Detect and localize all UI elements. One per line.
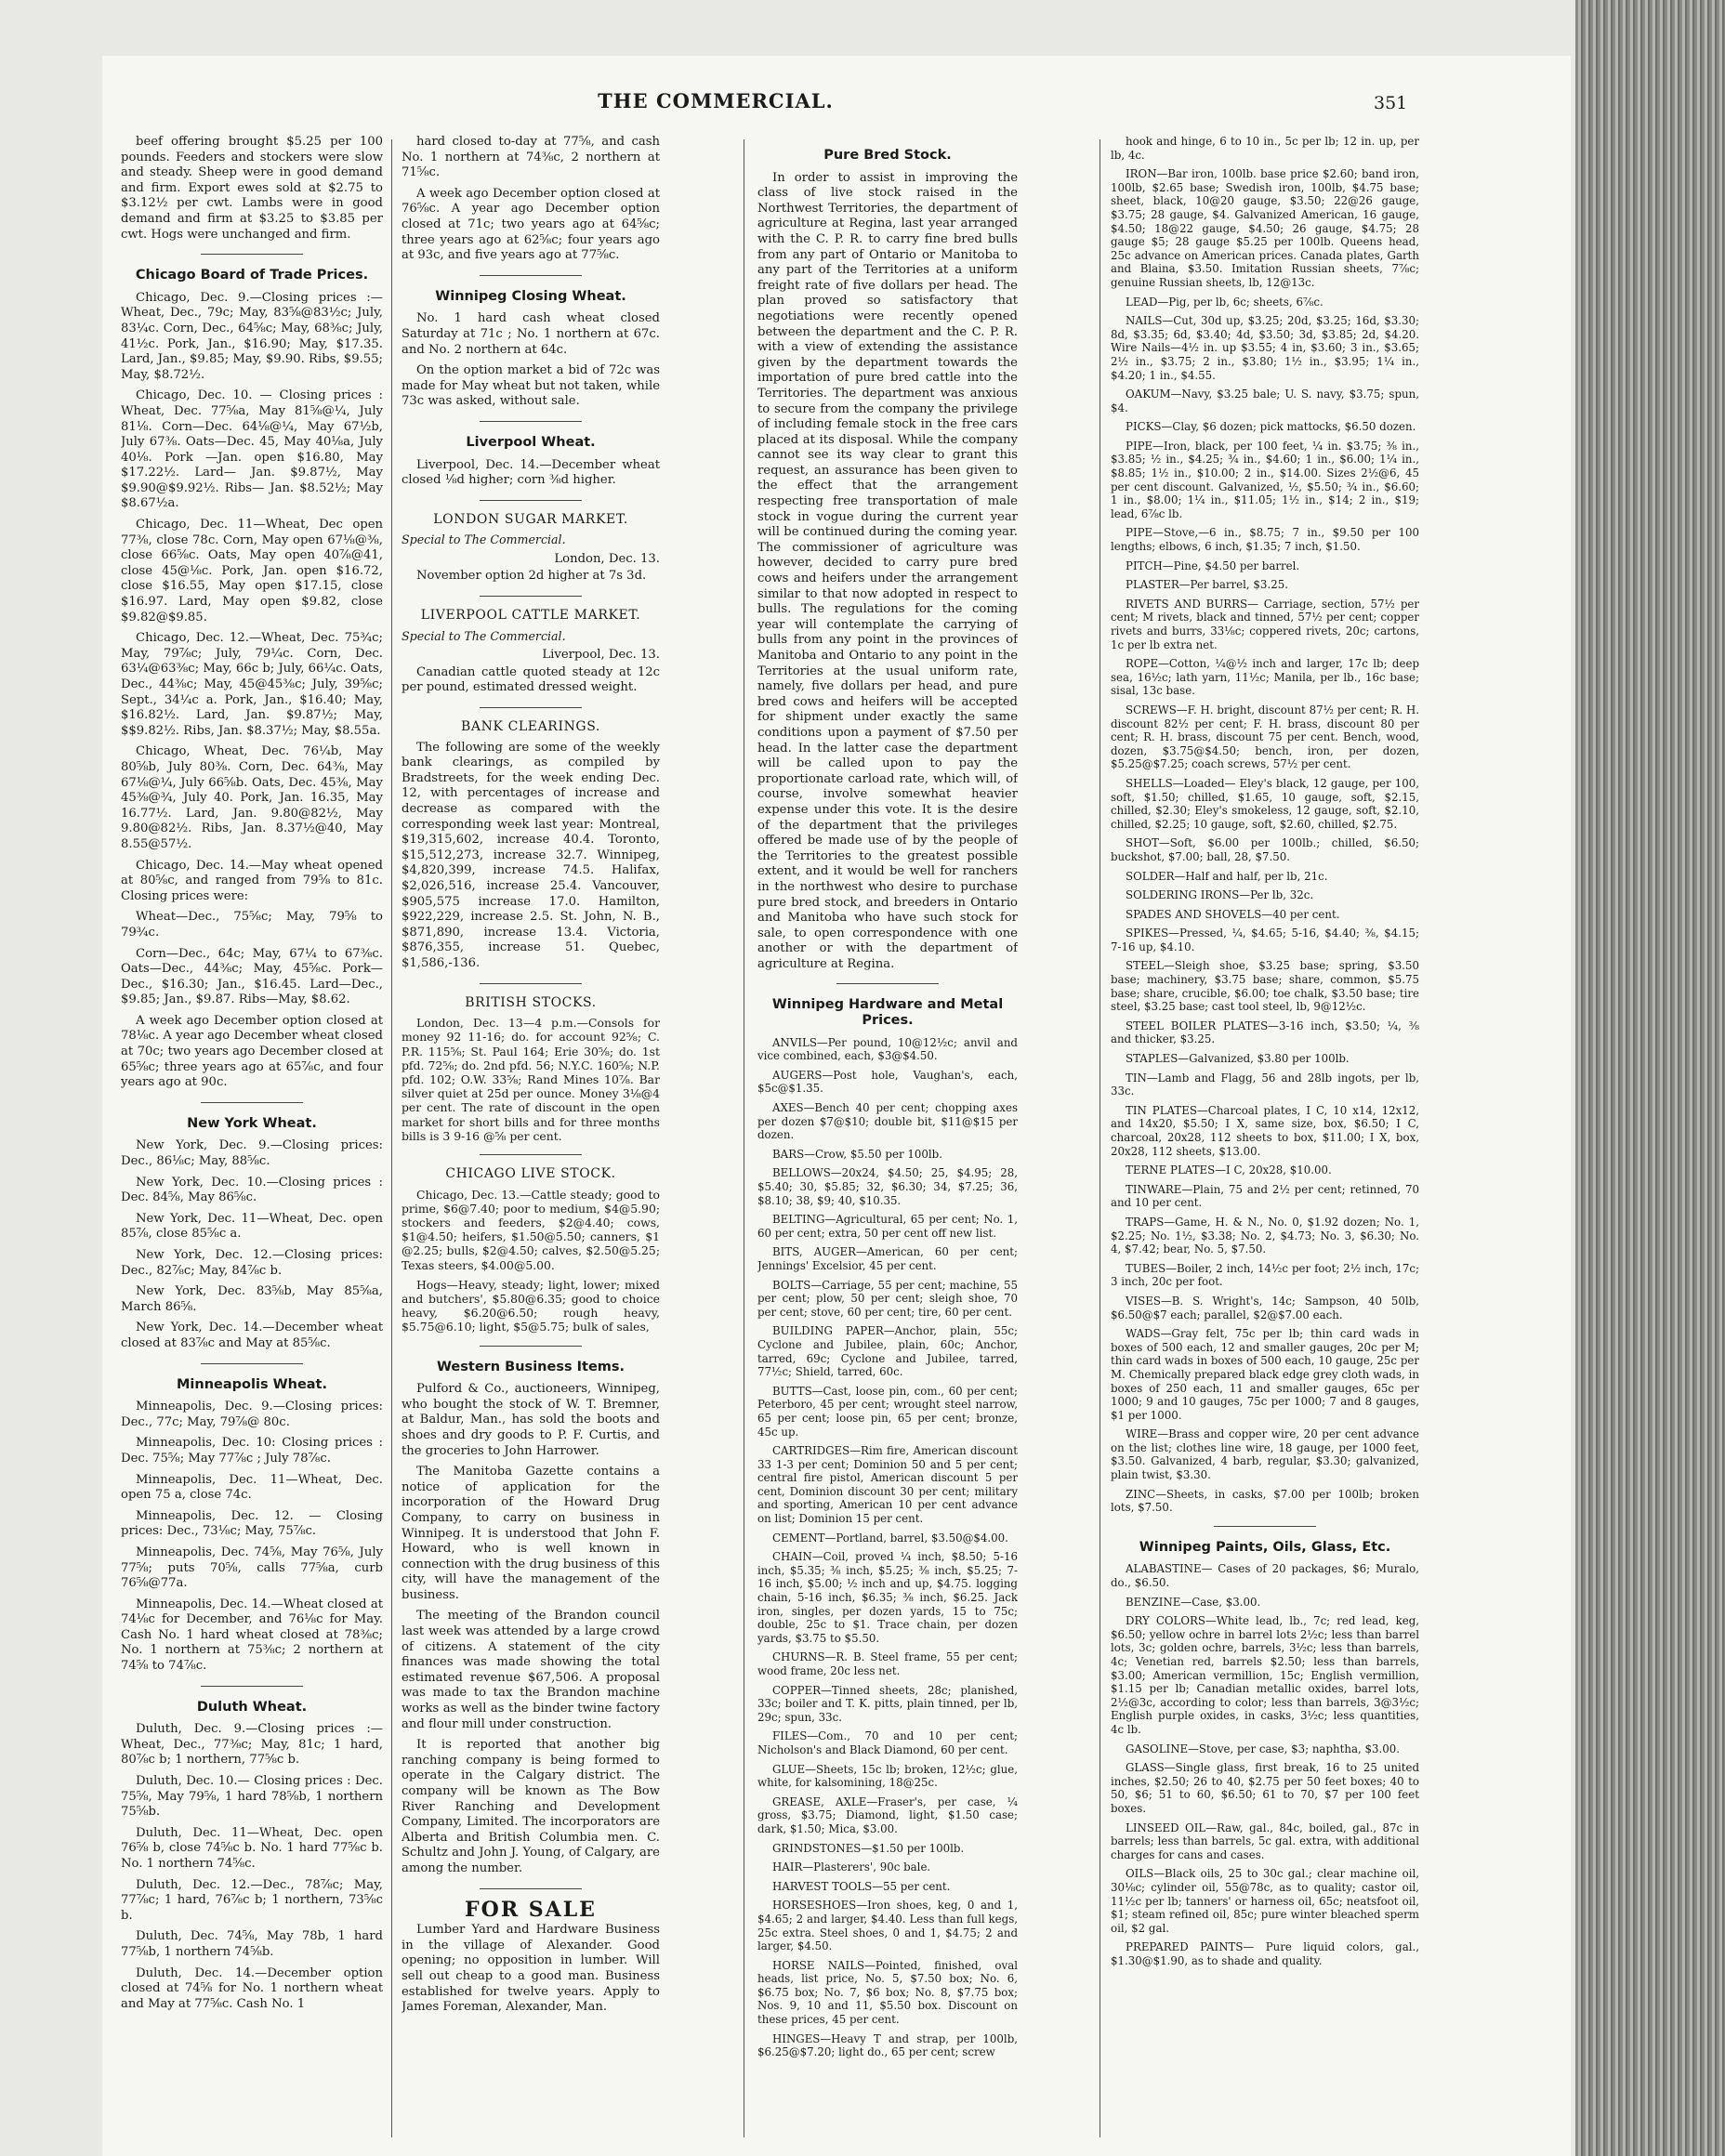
article-paragraph: November option 2d higher at 7s 3d. (416, 569, 647, 584)
article-paragraph: TRAPS—Game, H. & N., No. 0, $1.92 dozen; No. 1, $2.25; No. 1½, $3.38; No. 2, $4.73; No. 3, $6.30; No. 4, $7.42; bear, No. 5, $7.50. (1111, 1215, 1419, 1256)
article-paragraph: The meeting of the Brandon council last week was attended by a large crowd of citizens. A statement of the city finances was made showing the total estimated revenue $67,506. A proposal was made to tax the Brandon machine works as well as the binder twine factory and flour mill under construction. (402, 1609, 660, 1731)
article-paragraph: Chicago, Dec. 9.—Closing prices :— Wheat, Dec., 79c; May, 83⅝@83½c; July, 83¼c. Corn, Dec., 64⅝c; May, 68⅜c; July, 41½c. Pork, Jan., $16.90; May, $17.35. Lard, Jan., $9.85; May, $9.90. Ribs, $9.55; May, $8.72½. (121, 290, 383, 382)
article-paragraph: hook and hinge, 6 to 10 in., 5c per lb; 12 in. up, per lb, 4c. (1111, 135, 1419, 162)
article-paragraph: Canadian cattle quoted steady at 12c per pound, estimated dressed weight. (402, 664, 660, 695)
article-paragraph: New York, Dec. 10.—Closing prices : Dec. 84⅝, May 86⅝c. (121, 1175, 383, 1205)
article-paragraph: Chicago, Dec. 14.—May wheat opened at 80⅝c, and ranged from 79⅝ to 81c. Closing prices were: (121, 858, 383, 903)
book-page-edges (1575, 0, 1725, 2156)
section-divider (480, 421, 582, 422)
section-divider (201, 254, 303, 255)
article-paragraph: BITS, AUGER—American, 60 per cent; Jennings' Excelsior, 45 per cent. (757, 1245, 1018, 1272)
section-divider (480, 500, 582, 501)
article-paragraph: SOLDERING IRONS—Per lb, 32c. (1126, 888, 1314, 902)
dateline: Liverpool, Dec. 13. (542, 648, 660, 663)
article-paragraph: In order to assist in improving the class of live stock raised in the Northwest Territories, the department of agriculture at Regina, last year arranged with the C. P. R. to carry fine bred bulls from any part of Ontario or Manitoba to any part of the Territories at a uniform freight rate of five dollars per head. The plan proved so satisfactory that negotiations were recently opened between the department and the C. P. R. with a view of extending the assistance given by the department towards the importation of pure bred cattle into the Territories. The department was anxious to secure from the company the privilege of including female stock in the free cars placed at its disposal. While the company cannot see its way clear to grant this request, an assurance has been given to the effect that the arrangement respecting free transportation of male stock in vogue during the current year will be continued during the coming year. The commissioner of agriculture was however, decided to carry pure bred cows and heifers under the arrangement similar to that now adopted in respect to bulls. The regulations for the coming year will contemplate the carrying of bulls from any point in the provinces of Manitoba and Ontario to any point in the Territories at the usual uniform rate, namely, five dollars per head, and pure bred cows and heifers will be accepted for shipment under exactly the same conditions upon a payment of $7.50 per head. In the latter case the department will be called upon to pay the proportionate carload rate, which will, of course, involve somewhat heavier expense under this vote. It is the desire of the department that the privileges offered be made use of by the people of the Territories to the greatest possible extent, and it would be well for ranchers in the northwest who desire to purchase pure bred stock, and breeders in Ontario and Manitoba who have such stock for sale, to open correspondence with one another or with the department of agriculture at Regina. (757, 170, 1018, 971)
article-paragraph: HAIR—Plasterers', 90c bale. (772, 1860, 931, 1874)
article-paragraph: HINGES—Heavy T and strap, per 100lb, $6.25@$7.20; light do., 65 per cent; screw (757, 2031, 1018, 2059)
article-paragraph: BELTING—Agricultural, 65 per cent; No. 1, 60 per cent; extra, 50 per cent off new list. (757, 1213, 1018, 1240)
article-paragraph: Minneapolis, Dec. 10: Closing prices : Dec. 75⅝; May 77⅞c ; July 78⅞c. (121, 1436, 383, 1466)
article-paragraph: LEAD—Pig, per lb, 6c; sheets, 6⅞c. (1126, 295, 1323, 309)
article-paragraph: BARS—Crow, $5.50 per 100lb. (772, 1147, 942, 1161)
section-heading: Duluth Wheat. (196, 1699, 308, 1715)
article-paragraph: WIRE—Brass and copper wire, 20 per cent advance on the list; clothes line wire, 18 gauge, per 1000 feet, $3.50. Galvanized, 4 barb, regular, $3.30; galvanized, plain twist, $3.30. (1111, 1427, 1419, 1482)
section-heading: Chicago Board of Trade Prices. (135, 268, 369, 283)
special-note: Special to The Commercial. (402, 628, 566, 643)
section-heading: Liverpool Wheat. (466, 434, 596, 450)
article-paragraph: TERNE PLATES—I C, 20x28, $10.00. (1126, 1163, 1332, 1177)
article-paragraph: CARTRIDGES—Rim fire, American discount 33 1-3 per cent; Dominion 50 and 5 per cent; central fire pistol, American discount 5 per cent, Dominion discount 30 per cent; military and sporting, American 10 per cent advance on list; Dominion 15 per cent. (757, 1444, 1018, 1526)
column-3 (757, 135, 1018, 2151)
section-divider (1214, 1526, 1316, 1527)
section-heading: Winnipeg Closing Wheat. (435, 288, 626, 304)
article-paragraph: HORSESHOES—Iron shoes, keg, 0 and 1, $4.65; 2 and larger, $4.40. Less than full kegs, 25c extra. Steel shoes, 0 and 1, $4.75; 2 and larger, $4.50. (757, 1899, 1018, 1953)
section-divider (480, 707, 582, 708)
article-paragraph: Chicago, Dec. 10. — Closing prices : Wheat, Dec. 77⅝a, May 81⅝@¼, July 81⅛. Corn—Dec. 64⅛@¼, May 67½b, July 67⅜. Oats—Dec. 45, May 40⅛a, July 40⅛. Pork —Jan. open $16.80, May $17.22½. Lard— Jan. $9.87½, May $9.90@$9.92½. Ribs— Jan. $8.52½; May $8.67½a. (121, 388, 383, 511)
section-divider (480, 275, 582, 276)
article-paragraph: STAPLES—Galvanized, $3.80 per 100lb. (1126, 1052, 1350, 1066)
article-paragraph: On the option market a bid of 72c was made for May wheat but not taken, while 73c was asked, without sale. (402, 363, 660, 409)
article-paragraph: PREPARED PAINTS— Pure liquid colors, gal., $1.30@$1.90, as to shade and quality. (1111, 1940, 1419, 1967)
article-paragraph: TIN PLATES—Charcoal plates, I C, 10 x14, 12x12, and 14x20, $5.50; I X, same size, box, $6.50; I C, charcoal, 20x28, 112 sheets to box, $11.00; I X, box, 20x28, 112 sheets, $13.00. (1111, 1103, 1419, 1158)
article-paragraph: PIPE—Stove,—6 in., $8.75; 7 in., $9.50 per 100 lengths; elbows, 6 inch, $1.35; 7 inch, $1.50. (1111, 526, 1419, 554)
article-paragraph: A week ago December option closed at 76⅝c. A year ago December option closed at 71c; two years ago at 64⅝c; three years ago at 62⅝c; four years ago at 93c, and five years ago at 77⅝c. (402, 186, 660, 263)
article-paragraph: SPADES AND SHOVELS—40 per cent. (1126, 907, 1340, 921)
article-paragraph: GREASE, AXLE—Fraser's, per case, ¼ gross, $3.75; Diamond, light, $1.50 case; dark, $1.50; Mica, $3.00. (757, 1794, 1018, 1835)
article-paragraph: New York, Dec. 14.—December wheat closed at 83⅞c and May at 85⅝c. (121, 1321, 383, 1350)
page-number: 351 (1374, 93, 1408, 113)
article-paragraph: ROPE—Cotton, ¼@½ inch and larger, 17c lb; deep sea, 16½c; lath yarn, 11½c; Manila, per lb., 16c base; sisal, 13c base. (1111, 657, 1419, 698)
article-paragraph: Minneapolis, Dec. 11—Wheat, Dec. open 75 a, close 74c. (121, 1472, 383, 1503)
article-paragraph: AUGERS—Post hole, Vaughan's, each, $5c@$1.35. (757, 1068, 1018, 1096)
article-paragraph: Duluth, Dec. 12.—Dec., 78⅞c; May, 77⅞c; 1 hard, 76⅞c b; 1 northern, 73⅝c b. (121, 1877, 383, 1923)
article-paragraph: IRON—Bar iron, 100lb. base price $2.60; band iron, 100lb, $2.65 base; Swedish iron, 100lb, $4.75 base; sheet, black, 10@20 gauge, $3.50; 22@26 gauge, $3.75; 28 gauge, $4. Galvanized American, 16 gauge, $4.50; 18@22 gauge, $4.50; 26 gauge, $4.75; 28 gauge $5; 28 gauge $5.25 per 100lb. Queens head, 25c advance on American prices. Canada plates, Garth and Blaina, $3.50. Imitation Russian sheets, 7⅞c; genuine Russian sheets, lb, 12@13c. (1111, 167, 1419, 289)
article-paragraph: A week ago December option closed at 78⅛c. A year ago December wheat closed at 70c; two years ago December closed at 65⅝c; three years ago at 65⅞c, and four years ago at 90c. (121, 1013, 383, 1090)
article-paragraph: ANVILS—Per pound, 10@12½c; anvil and vice combined, each, $3@$4.50. (757, 1035, 1018, 1063)
article-paragraph: COPPER—Tinned sheets, 28c; planished, 33c; boiler and T. K. pitts, plain tinned, per lb, 29c; spun, 33c. (757, 1683, 1018, 1724)
article-paragraph: Minneapolis, Dec. 9.—Closing prices: Dec., 77c; May, 79⅞@ 80c. (121, 1400, 383, 1429)
article-paragraph: DRY COLORS—White lead, lb., 7c; red lead, keg, $6.50; yellow ochre in barrel lots 2½c; less than barrel lots, 3c; golden ochre, barrels, 3½c; less than barrels, 4c; Venetian red, barrels $2.50; less than barrels, $3.00; American vermillion, 15c; English vermillion, $1.15 per lb; Canadian metallic oxides, barrel lots, 2½@3c, according to color; less than barrels, 3@3½c; English purple oxides, in casks, 3½c; less quantities, 4c lb. (1111, 1614, 1419, 1736)
section-heading: LONDON SUGAR MARKET. (433, 511, 628, 527)
article-paragraph: BENZINE—Case, $3.00. (1126, 1595, 1261, 1609)
article-paragraph: New York, Dec. 83⅝b, May 85⅝a, March 86⅝. (121, 1284, 383, 1314)
article-paragraph: The following are some of the weekly bank clearings, as compiled by Bradstreets, for the week ending Dec. 12, with percentages of increase and decrease as compared with the corresponding week last year: Montreal, $19,315,602, increase 40.4. Toronto, $15,512,273, increase 32.7. Winnipeg, $4,820,399, increase 74.5. Halifax, $2,026,516, increase 25.4. Vancouver, $905,575 increase 17.0. Hamilton, $922,229, increase 2.5. St. John, N. B., $871,890, increase 13.4. Victoria, $876,355, increase 51. Quebec, $1,586,-136. (402, 740, 660, 970)
article-paragraph: HARVEST TOOLS—55 per cent. (772, 1879, 951, 1893)
section-heading: Pure Bred Stock. (823, 148, 952, 163)
article-paragraph: NAILS—Cut, 30d up, $3.25; 20d, $3.25; 16d, $3.30; 8d, $3.35; 6d, $3.40; 4d, $3.50; 3d, $3.85; 2d, $4.20. Wire Nails—4½ in. up $3.55; 4 in, $3.60; 3 in., $3.65; 2½ in., $3.75; 2 in., $3.80; 1½ in., $3.95; 1¼ in., $4.20; 1 in., $4.55. (1111, 314, 1419, 382)
section-divider (201, 1686, 303, 1687)
article-paragraph: HORSE NAILS—Pointed, finished, oval heads, list price, No. 5, $7.50 box; No. 6, $6.75 box; No. 7, $6 box; No. 8, $7.75 box; Nos. 9, 10 and 11, $5.50 box. Discount on these prices, 45 per cent. (757, 1958, 1018, 2027)
column-rule (391, 139, 392, 2137)
dateline: London, Dec. 13. (554, 551, 660, 566)
article-paragraph: Duluth, Dec. 11—Wheat, Dec. open 76⅝ b, close 74⅝c b. No. 1 hard 77⅝c b. No. 1 northern 74⅝c. (121, 1825, 383, 1871)
article-paragraph: VISES—B. S. Wright's, 14c; Sampson, 40 50lb, $6.50@$7 each; parallel, $2@$7.00 each. (1111, 1294, 1419, 1321)
article-paragraph: GLUE—Sheets, 15c lb; broken, 12½c; glue, white, for kalsomining, 18@25c. (757, 1762, 1018, 1790)
article-paragraph: No. 1 hard cash wheat closed Saturday at 71c ; No. 1 northern at 67c. and No. 2 northern at 64c. (402, 311, 660, 357)
article-paragraph: STEEL—Sleigh shoe, $3.25 base; spring, $3.50 base; machinery, $3.75 base; share, common, $5.75 base; share, crucible, $6.00; toe chalk, $3.50 base; tire steel, $3.25 base; cast tool steel, lb, 9@12½c. (1111, 959, 1419, 1014)
article-paragraph: New York, Dec. 9.—Closing prices: Dec., 86⅛c; May, 88⅝c. (121, 1138, 383, 1169)
article-paragraph: SHOT—Soft, $6.00 per 100lb.; chilled, $6.50; buckshot, $7.00; ball, 28, $7.50. (1111, 836, 1419, 863)
article-paragraph: New York, Dec. 11—Wheat, Dec. open 85⅞, close 85⅝c a. (121, 1211, 383, 1242)
article-paragraph: BUILDING PAPER—Anchor, plain, 55c; Cyclone and Jubilee, plain, 60c; Anchor, tarred, 69c; Cyclone and Jubilee, tarred, 77½c; Shield, tarred, 60c. (757, 1324, 1018, 1379)
article-paragraph: ALABASTINE— Cases of 20 packages, $6; Muralo, do., $6.50. (1111, 1562, 1419, 1590)
article-paragraph: Wheat—Dec., 75⅝c; May, 79⅝ to 79¾c. (121, 910, 383, 940)
article-paragraph: RIVETS AND BURRS— Carriage, section, 57½ per cent; M rivets, black and tinned, 57½ per cent; copper rivets and burrs, 33⅛c; coppered rivets, 20c; cartons, 1c per lb extra net. (1111, 597, 1419, 651)
article-paragraph: LINSEED OIL—Raw, gal., 84c, boiled, gal., 87c in barrels; less than barrels, 5c gal. extra, with additional charges for cans and cases. (1111, 1821, 1419, 1861)
article-paragraph: GRINDSTONES—$1.50 per 100lb. (772, 1841, 965, 1855)
masthead (112, 85, 1506, 123)
column-1 (121, 135, 383, 2151)
section-heading: Winnipeg Paints, Oils, Glass, Etc. (1139, 1539, 1391, 1555)
article-paragraph: Duluth, Dec. 74⅝, May 78b, 1 hard 77⅝b, 1 northern 74⅝b. (121, 1929, 383, 1959)
article-paragraph: SPIKES—Pressed, ¼, $4.65; 5-16, $4.40; ⅜, $4.15; 7-16 up, $4.10. (1111, 927, 1419, 953)
article-paragraph: WADS—Gray felt, 75c per lb; thin card wads in boxes of 500 each, 12 and smaller gauges, 20c per M; thin card wads in boxes of 500 each, 10 gauge, 25c per M. Chemically prepared black edge grey cloth wads, in boxes of 250 each, 11 and smaller gauges, 65c per 1000; 9 and 10 gauges, 75c per 1000; 7 and 8 gauges, $1 per 1000. (1111, 1327, 1419, 1422)
article-paragraph: SCREWS—F. H. bright, discount 87½ per cent; R. H. discount 82½ per cent; F. H. brass, discount 80 per cent; R. H. brass, discount 75 per cent. Bench, wood, dozen, $3.75@$4.50; bench, iron, per dozen, $5.25@$7.25; coach screws, 57½ per cent. (1111, 703, 1419, 771)
article-paragraph: GLASS—Single glass, first break, 16 to 25 united inches, $2.50; 26 to 40, $2.75 per 50 feet boxes; 40 to 50, $6; 51 to 60, $6.50; 61 to 70, $7 per 100 feet boxes. (1111, 1761, 1419, 1815)
article-paragraph: Duluth, Dec. 10.— Closing prices : Dec. 75⅝, May 79⅝, 1 hard 78⅝b, 1 northern 75⅝b. (121, 1774, 383, 1820)
section-divider (201, 1363, 303, 1364)
article-paragraph: Lumber Yard and Hardware Business in the village of Alexander. Good opening; no opposition in lumber. Will sell out cheap to a good man. Business established for twelve years. Apply to James Foreman, Alexander, Man. (402, 1923, 660, 2015)
publication-title: THE COMMERCIAL. (598, 89, 834, 112)
article-paragraph: Duluth, Dec. 14.—December option closed at 74⅝ for No. 1 northern wheat and May at 77⅝c. Cash No. 1 (121, 1965, 383, 2011)
section-divider (480, 1888, 582, 1889)
section-divider (201, 1102, 303, 1103)
article-paragraph: ZINC—Sheets, in casks, $7.00 per 100lb; broken lots, $7.50. (1111, 1487, 1419, 1515)
article-paragraph: hard closed to-day at 77⅝, and cash No. 1 northern at 74⅜c, 2 northern at 71⅝c. (402, 135, 660, 180)
article-paragraph: TINWARE—Plain, 75 and 2½ per cent; retinned, 70 and 10 per cent. (1111, 1182, 1419, 1210)
section-heading: FOR SALE (465, 1897, 597, 1922)
article-paragraph: Chicago, Dec. 13.—Cattle steady; good to prime, $6@7.40; poor to medium, $4@5.90; stockers and feeders, $2@4.40; cows, $1@4.50; heifers, $1.50@5.50; canners, $1 @2.25; bulls, $2@4.50; calves, $2.50@5.25; Texas steers, $4.00@5.00. (402, 1187, 660, 1272)
article-paragraph: Hogs—Heavy, steady; light, lower; mixed and butchers', $5.80@6.35; good to choice heavy, $6.20@6.50; rough heavy, $5.75@6.10; light, $5@5.75; bulk of sales, (402, 1277, 660, 1334)
article-paragraph: CEMENT—Portland, barrel, $3.50@$4.00. (772, 1531, 1008, 1545)
article-paragraph: SOLDER—Half and half, per lb, 21c. (1126, 869, 1328, 883)
section-heading: Western Business Items. (436, 1359, 625, 1374)
article-paragraph: GASOLINE—Stove, per case, $3; naphtha, $3.00. (1126, 1742, 1400, 1755)
section-heading: Minneapolis Wheat. (177, 1376, 327, 1392)
section-heading: BANK CLEARINGS. (461, 719, 600, 735)
section-heading: Winnipeg Hardware and Metal Prices. (771, 997, 1004, 1029)
article-paragraph: PLASTER—Per barrel, $3.25. (1126, 578, 1288, 592)
section-heading: BRITISH STOCKS. (465, 994, 597, 1010)
article-paragraph: The Manitoba Gazette contains a notice of application for the incorporation of the Howard Drug Company, to carry on business in Winnipeg. It is understood that John F. Howard, who is well known in connection with the drug business of this city, will have the management of the business. (402, 1465, 660, 1602)
article-paragraph: Liverpool, Dec. 14.—December wheat closed ⅛d higher; corn ⅜d higher. (402, 457, 660, 488)
article-paragraph: FILES—Com., 70 and 10 per cent; Nicholson's and Black Diamond, 60 per cent. (757, 1729, 1018, 1756)
article-paragraph: beef offering brought $5.25 per 100 pounds. Feeders and stockers were slow and steady. Sheep were in good demand and firm. Export ewes sold at $2.75 to $3.12½ per cwt. Lambs were in good demand and firm at $3.25 to $3.85 per cwt. Hogs were unchanged and firm. (121, 135, 383, 242)
column-4 (1111, 135, 1419, 2151)
article-paragraph: Minneapolis, Dec. 14.—Wheat closed at 74⅛c for December, and 76⅛c for May. Cash No. 1 hard wheat closed at 78⅜c; No. 1 northern at 75⅜c; 2 northern at 74⅝ to 74⅞c. (121, 1597, 383, 1674)
article-paragraph: Minneapolis, Dec. 74⅝, May 76⅝, July 77⅝; puts 70⅝, calls 77⅝a, curb 76⅝@77a. (121, 1545, 383, 1591)
article-paragraph: OAKUM—Navy, $3.25 bale; U. S. navy, $3.75; spun, $4. (1111, 388, 1419, 414)
article-paragraph: CHURNS—R. B. Steel frame, 55 per cent; wood frame, 20c less net. (757, 1650, 1018, 1677)
article-paragraph: CHAIN—Coil, proved ¼ inch, $8.50; 5-16 inch, $5.35; ⅜ inch, $5.25; ⅜ inch, $5.25; 7-16 inch, $5.00; ½ inch and up, $4.75. logging chain, 5-16 inch, $6.35; ⅜ inch, $6.25. Jack iron, singles, per dozen yards, 15 to 75c; double, 25c to $1. Trace chain, per dozen yards, $3.75 to $5.50. (757, 1550, 1018, 1645)
article-paragraph: TIN—Lamb and Flagg, 56 and 28lb ingots, per lb, 33c. (1111, 1071, 1419, 1098)
article-paragraph: AXES—Bench 40 per cent; chopping axes per dozen $7@$10; double bit, $11@$15 per dozen. (757, 1101, 1018, 1142)
article-paragraph: STEEL BOILER PLATES—3-16 inch, $3.50; ¼, ⅜ and thicker, $3.25. (1111, 1019, 1419, 1046)
article-paragraph: Duluth, Dec. 9.—Closing prices :— Wheat, Dec., 77⅜c; May, 81c; 1 hard, 80⅞c b; 1 northern, 77⅝c b. (121, 1722, 383, 1768)
section-divider (480, 983, 582, 984)
article-paragraph: PICKS—Clay, $6 dozen; pick mattocks, $6.50 dozen. (1126, 420, 1416, 434)
section-divider (480, 1154, 582, 1155)
article-paragraph: OILS—Black oils, 25 to 30c gal.; clear machine oil, 30⅛c; cylinder oil, 55@78c, as to quality; castor oil, 11½c per lb; tanners' or harness oil, 65c; neatsfoot oil, $1; steam refined oil, 85c; pure winter bleached sperm oil, $2 gal. (1111, 1867, 1419, 1935)
section-divider (480, 596, 582, 597)
column-2 (402, 135, 660, 2151)
article-paragraph: BUTTS—Cast, loose pin, com., 60 per cent; Peterboro, 45 per cent; wrought steel narrow, 65 per cent; loose pin, 65 per cent; bronze, 45c up. (757, 1384, 1018, 1439)
section-divider (836, 983, 939, 984)
article-paragraph: Pulford & Co., auctioneers, Winnipeg, who bought the stock of W. T. Bremner, at Baldur, Man., has sold the boots and shoes and dry goods to P. F. Curtis, and the groceries to John Harrower. (402, 1382, 660, 1458)
article-paragraph: Chicago, Dec. 12.—Wheat, Dec. 75¾c; May, 79⅞c; July, 79¼c. Corn, Dec. 63¼@63⅜c; May, 66c b; July, 66¼c. Oats, Dec., 44⅜c; May, 45@45⅜c; July, 39⅝c; Sept., 34¼c a. Pork, Jan., $16.40; May, $16.82½. Lard, Jan. $9.87½; May, $$9.82½. Ribs, Jan. $8.37½; May, $8.55a. (121, 631, 383, 738)
article-paragraph: New York, Dec. 12.—Closing prices: Dec., 82⅞c; May, 84⅞c b. (121, 1248, 383, 1278)
article-paragraph: PITCH—Pine, $4.50 per barrel. (1126, 559, 1300, 572)
article-paragraph: Minneapolis, Dec. 12. — Closing prices: Dec., 73⅛c; May, 75⅞c. (121, 1508, 383, 1539)
section-heading: New York Wheat. (187, 1115, 317, 1131)
section-heading: CHICAGO LIVE STOCK. (445, 1165, 616, 1181)
article-paragraph: BELLOWS—20x24, $4.50; 25, $4.95; 28, $5.40; 30, $5.85; 32, $6.30; 34, $7.25; 36, $8.10; 38, $9; 40, $10.35. (757, 1166, 1018, 1207)
article-paragraph: Chicago, Wheat, Dec. 76¼b, May 80⅝b, July 80⅜. Corn, Dec. 64⅜, May 67⅛@¼, July 66⅝b. Oats, Dec. 45⅜, May 45⅜@¾, July 40. Pork, Jan. 16.35, May 16.77½. Lard, Jan. 9.80@82½, May 9.80@82½. Ribs, Jan. 8.37½@40, May 8.55@57½. (121, 744, 383, 851)
special-note: Special to The Commercial. (402, 532, 566, 547)
article-paragraph: Chicago, Dec. 11—Wheat, Dec open 77⅜, close 78c. Corn, May open 67⅛@⅜, close 66⅝c. Oats, May open 40⅞@41, close 45@⅛c. Pork, Jan. open $16.72, close $16.55, May open $17.15, close $16.97. Lard, May open $9.82, close $9.82@$9.85. (121, 518, 383, 624)
section-divider (480, 1346, 582, 1347)
article-paragraph: SHELLS—Loaded— Eley's black, 12 gauge, per 100, soft, $1.50; chilled, $1.65, 10 gauge, soft, $2.15, chilled, $2.30; Eley's smokeless, 12 gauge, soft, $2.10, chilled, $2.25; 10 gauge, soft, $2.60, chilled, $2.75. (1111, 776, 1419, 831)
article-paragraph: TUBES—Boiler, 2 inch, 14½c per foot; 2½ inch, 17c; 3 inch, 20c per foot. (1111, 1261, 1419, 1289)
article-paragraph: Corn—Dec., 64c; May, 67¼ to 67⅜c. Oats—Dec., 44⅜c; May, 45⅝c. Pork—Dec., $16.30; Jan., $16.45. Lard—Dec., $9.85; Jan., $9.87. Ribs—May, $8.62. (121, 946, 383, 1007)
article-paragraph: BOLTS—Carriage, 55 per cent; machine, 55 per cent; plow, 50 per cent; sleigh shoe, 70 per cent; stove, 60 per cent; tire, 60 per cent. (757, 1278, 1018, 1319)
section-heading: LIVERPOOL CATTLE MARKET. (420, 608, 641, 624)
article-paragraph: PIPE—Iron, black, per 100 feet, ¼ in. $3.75; ⅜ in., $3.85; ½ in., $4.25; ¾ in., $4.60; 1 in., $6.00; 1¼ in., $8.85; 1½ in., $10.00; 2 in., $14.00. Sizes 2½@6, 45 per cent discount. Galvanized, ½, $5.50; ¾ in., $6.60; 1 in., $8.00; 1¼ in., $11.05; 1½ in., $14; 2 in., $19; lead, 6⅞c lb. (1111, 439, 1419, 520)
article-paragraph: London, Dec. 13—4 p.m.—Consols for money 92 11-16; do. for account 92⅝; C. P.R. 115⅝; St. Paul 164; Erie 30⅝; do. 1st pfd. 72⅝; do. 2nd pfd. 56; N.Y.C. 160⅝; N.P. pfd. 102; O.W. 33⅝; Rand Mines 10⅞. Bar silver quiet at 25d per ounce. Money 3⅛@4 per cent. The rate of discount in the open market for short bills and for three months bills is 3 9-16 @⅝ per cent. (402, 1016, 660, 1143)
article-paragraph: It is reported that another big ranching company is being formed to operate in the Calgary district. The company will be known as The Bow River Ranching and Development Company, Limited. The incorporators are Alberta and British Columbia men. C. Schultz and John J. Young, of Calgary, are among the number. (402, 1738, 660, 1875)
